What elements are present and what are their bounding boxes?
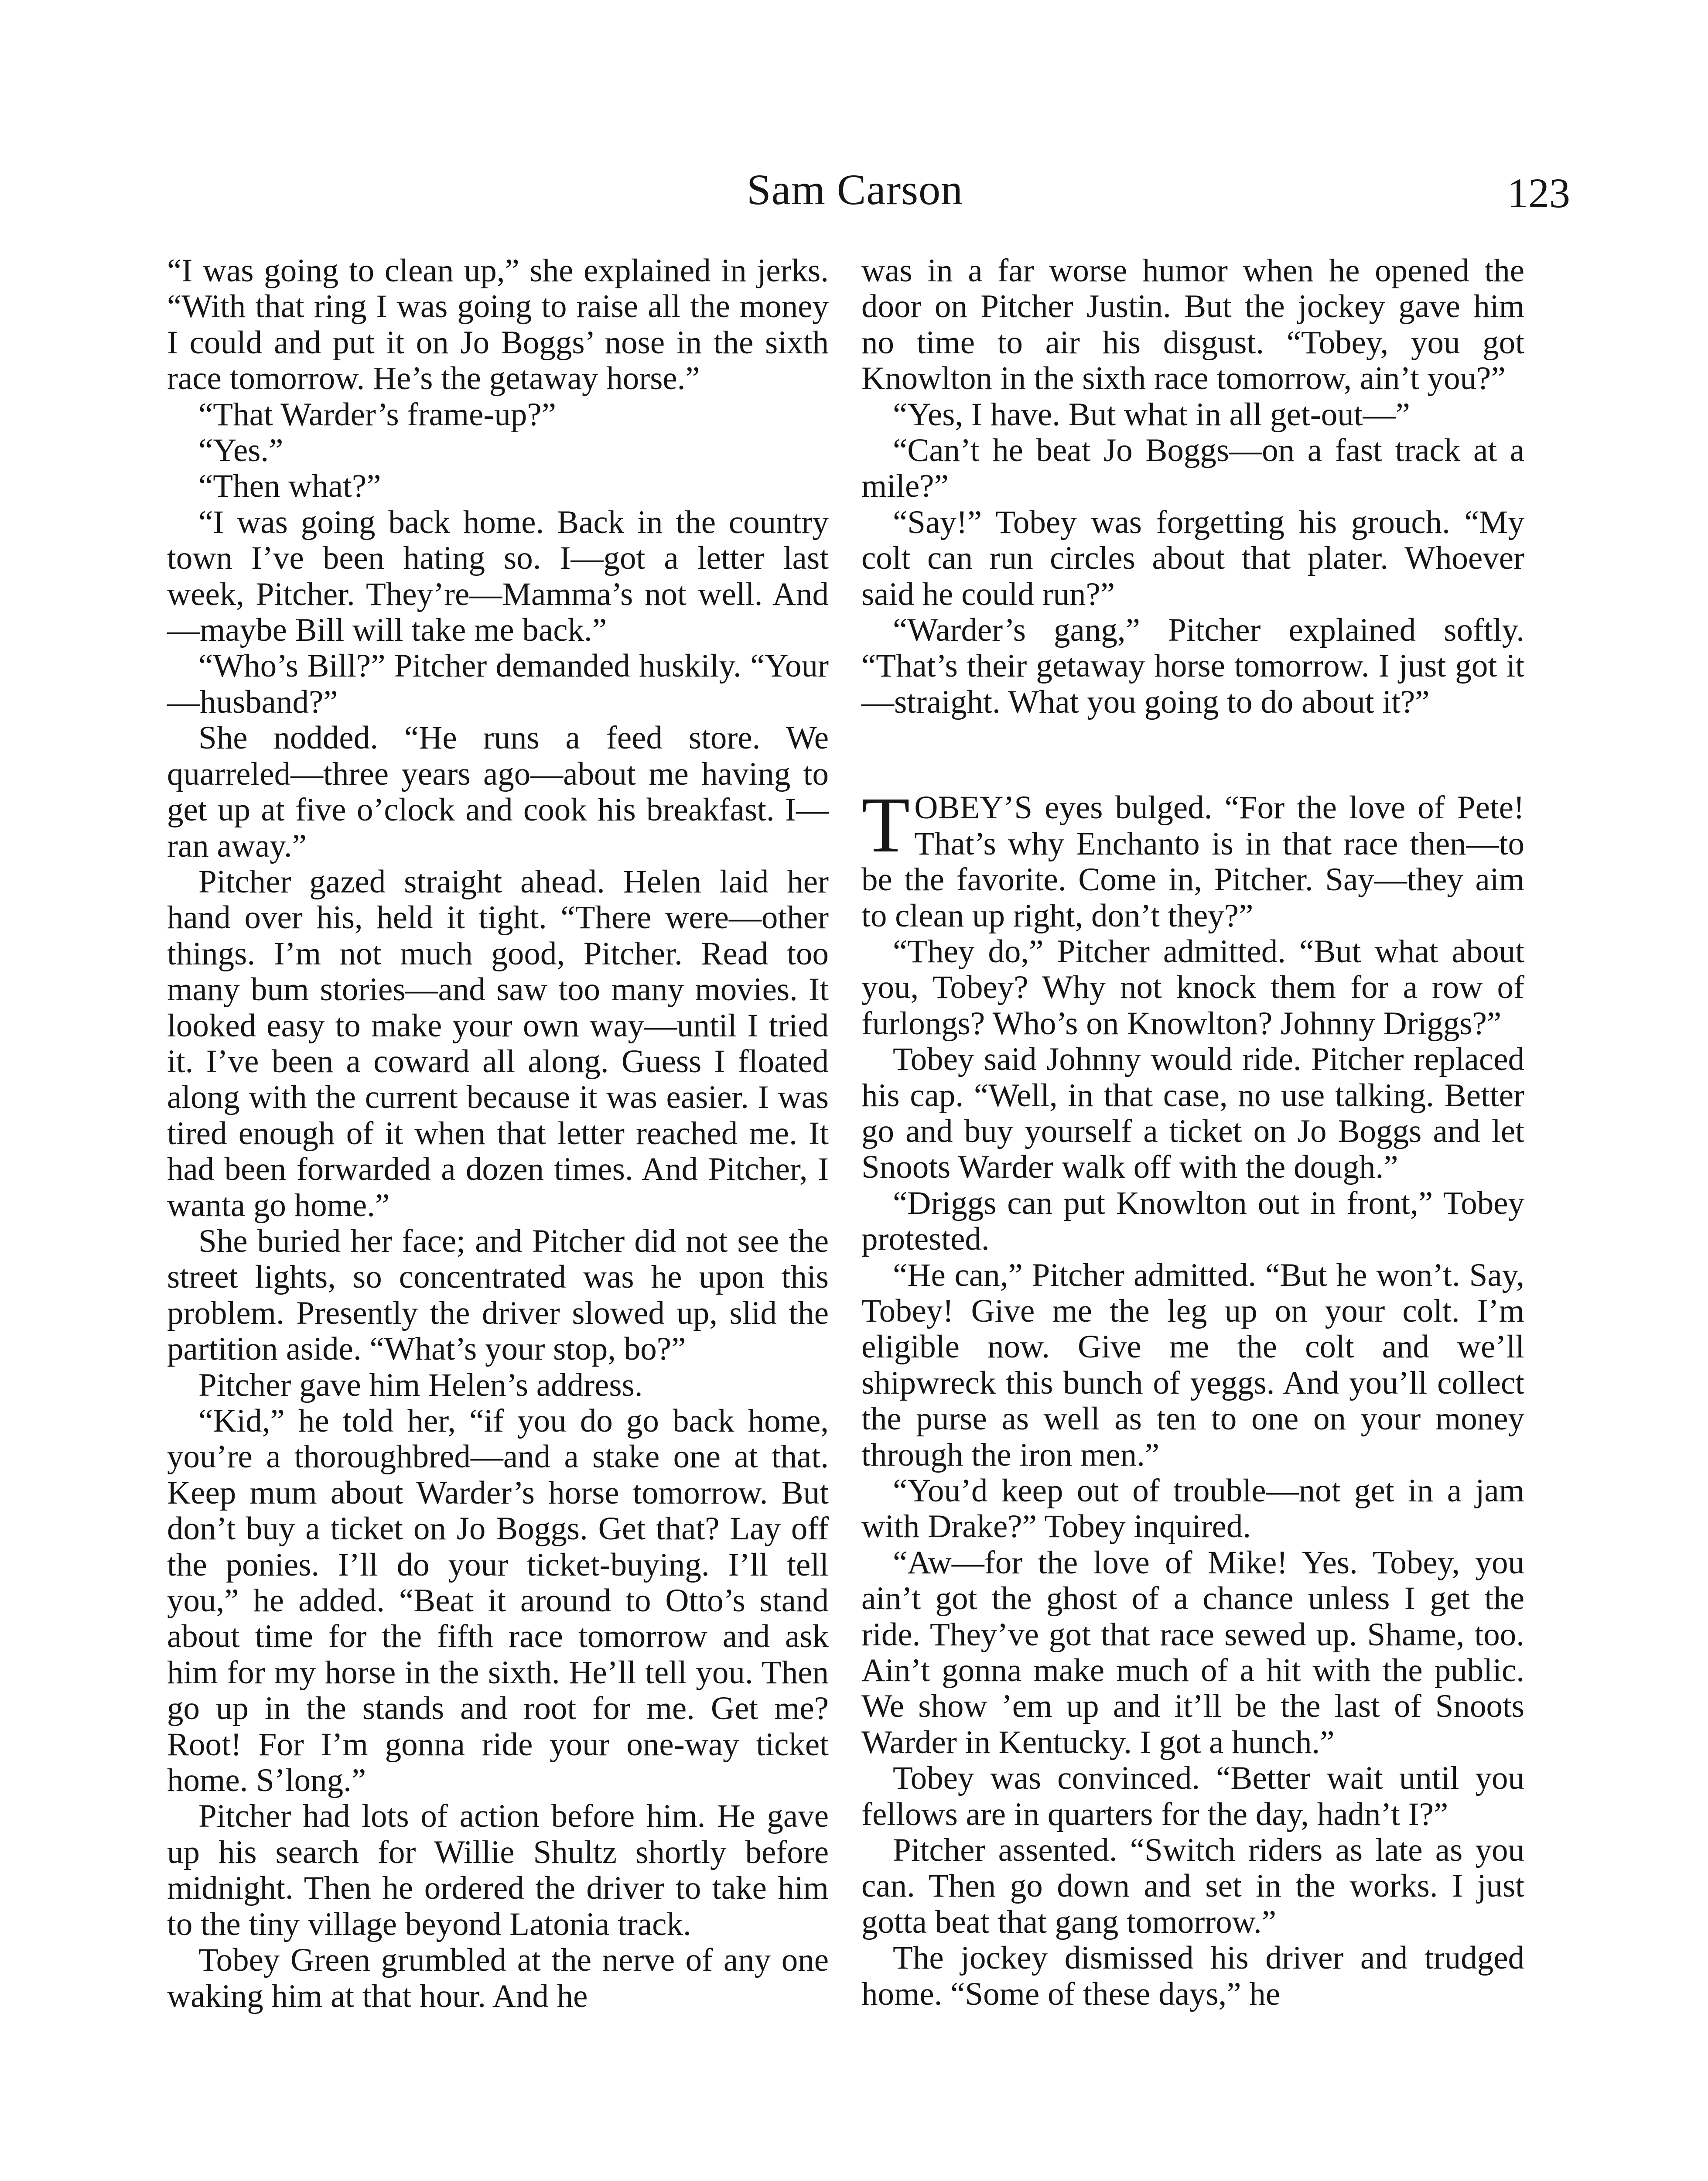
paragraph: The jockey dismissed his driver and trudged home. “Some of these days,” he [861, 1940, 1524, 2012]
paragraph: “I was going back home. Back in the country town I’ve been hating so. I—got a letter last week, Pitcher. They’re—Mamma’s not well. And—maybe Bill will take me back.” [167, 504, 829, 649]
paragraph: “Yes, I have. But what in all get-out—” [893, 396, 1410, 433]
right-text-column [861, 253, 1524, 2012]
paragraph: Tobey Green grumbled at the nerve of any one waking him at that hour. And he [167, 1942, 829, 2014]
paragraph: Pitcher had lots of action before him. He gave up his search for Willie Shultz shortly before midnight. Then he ordered the driver to take him to the tiny village beyond Latonia track. [167, 1798, 829, 1942]
paragraph: Pitcher gazed straight ahead. Helen laid her hand over his, held it tight. “There were—other things. I’m not much good, Pitcher. Read too many bum stories—and saw too many movies. It looked easy to make your own way—until I tried it. I’ve been a coward all along. Guess I floated along with the current because it was easier. I was tired enough of it when that letter reached me. It had been forwarded a dozen times. And Pitcher, I wanta go home.” [167, 863, 829, 1224]
paragraph: “Then what?” [198, 468, 381, 505]
paragraph: She buried her face; and Pitcher did not see the street lights, so concentrated was he upon this problem. Presently the driver slowed up, slid the partition aside. “What’s your stop, bo?” [167, 1223, 829, 1367]
section-break [861, 720, 1524, 790]
paragraph: was in a far worse humor when he opened the door on Pitcher Justin. But the jockey gave him no time to air his disgust. “Tobey, you got Knowlton in the sixth race tomorrow, ain’t you?” [861, 253, 1524, 397]
running-head-title: Sam Carson [746, 165, 963, 214]
paragraph: “You’d keep out of trouble—not get in a jam with Drake?” Tobey inquired. [861, 1473, 1524, 1545]
paragraph: “Yes.” [198, 432, 284, 469]
paragraph: “I was going to clean up,” she explained in jerks. “With that ring I was going to raise all the money I could and put it on Jo Boggs’ nose in the sixth race tomorrow. He’s the getaway horse.” [167, 253, 829, 397]
paragraph: “That Warder’s frame-up?” [198, 396, 556, 433]
paragraph: “Aw—for the love of Mike! Yes. Tobey, you ain’t got the ghost of a chance unless I get the ride. They’ve got that race sewed up. Shame, too. Ain’t gonna make much of a hit with the public. We show ’em up and it’ll be the last of Snoots Warder in Kentucky. I got a hunch.” [861, 1544, 1524, 1761]
drop-cap-letter: T [861, 781, 910, 869]
paragraph: “Who’s Bill?” Pitcher demanded huskily. “Your—husband?” [167, 648, 829, 720]
paragraph: “Can’t he beat Jo Boggs—on a fast track at a mile?” [861, 432, 1524, 505]
dropcap-paragraph [861, 781, 1524, 934]
paragraph: Tobey said Johnny would ride. Pitcher replaced his cap. “Well, in that case, no use talking. Better go and buy yourself a ticket on Jo Boggs and let Snoots Warder walk off with the dough.” [861, 1041, 1524, 1186]
page-number: 123 [1507, 170, 1570, 216]
paragraph: “He can,” Pitcher admitted. “But he won’t. Say, Tobey! Give me the leg up on your colt. I’m eligible now. Give me the colt and we’ll shipwreck this bunch of yeggs. And you’ll collect the purse as well as ten to one on your money through the iron men.” [861, 1257, 1524, 1473]
paragraph: Pitcher gave him Helen’s address. [198, 1367, 643, 1403]
paragraph: “Kid,” he told her, “if you do go back home, you’re a thoroughbred—and a stake one at that. Keep mum about Warder’s horse tomorrow. But don’t buy a ticket on Jo Boggs. Get that? Lay off the ponies. I’ll do your ticket-buying. I’ll tell you,” he added. “Beat it around to Otto’s stand about time for the fifth race tomorrow and ask him for my horse in the sixth. He’ll tell you. Then go up in the stands and root for me. Get me? Root! For I’m gonna ride your one-way ticket home. S’long.” [167, 1403, 829, 1799]
paragraph: “Say!” Tobey was forgetting his grouch. “My colt can run circles about that plater. Whoever said he could run?” [861, 504, 1524, 612]
paragraph: Tobey was convinced. “Better wait until you fellows are in quarters for the day, hadn’t I?” [861, 1760, 1524, 1832]
dropcap-paragraph-text: OBEY’S eyes bulged. “For the love of Pete! That’s why Enchanto is in that race then—to be the favorite. Come in, Pitcher. Say—they aim to clean up right, don’t they?” [861, 790, 1524, 934]
paragraph: “They do,” Pitcher admitted. “But what about you, Tobey? Why not knock them for a row of furlongs? Who’s on Knowlton? Johnny Driggs?” [861, 933, 1524, 1042]
paragraph: Pitcher assented. “Switch riders as late as you can. Then go down and set in the works. I just gotta beat that gang tomorrow.” [861, 1832, 1524, 1940]
paragraph: “Warder’s gang,” Pitcher explained softly. “That’s their getaway horse tomorrow. I just got it—straight. What you going to do about it?” [861, 612, 1524, 720]
left-text-column [167, 253, 829, 2014]
paragraph: “Driggs can put Knowlton out in front,” Tobey protested. [861, 1185, 1524, 1258]
paragraph: She nodded. “He runs a feed store. We quarreled—three years ago—about me having to get up at five o’clock and cook his breakfast. I—ran away.” [167, 720, 829, 864]
